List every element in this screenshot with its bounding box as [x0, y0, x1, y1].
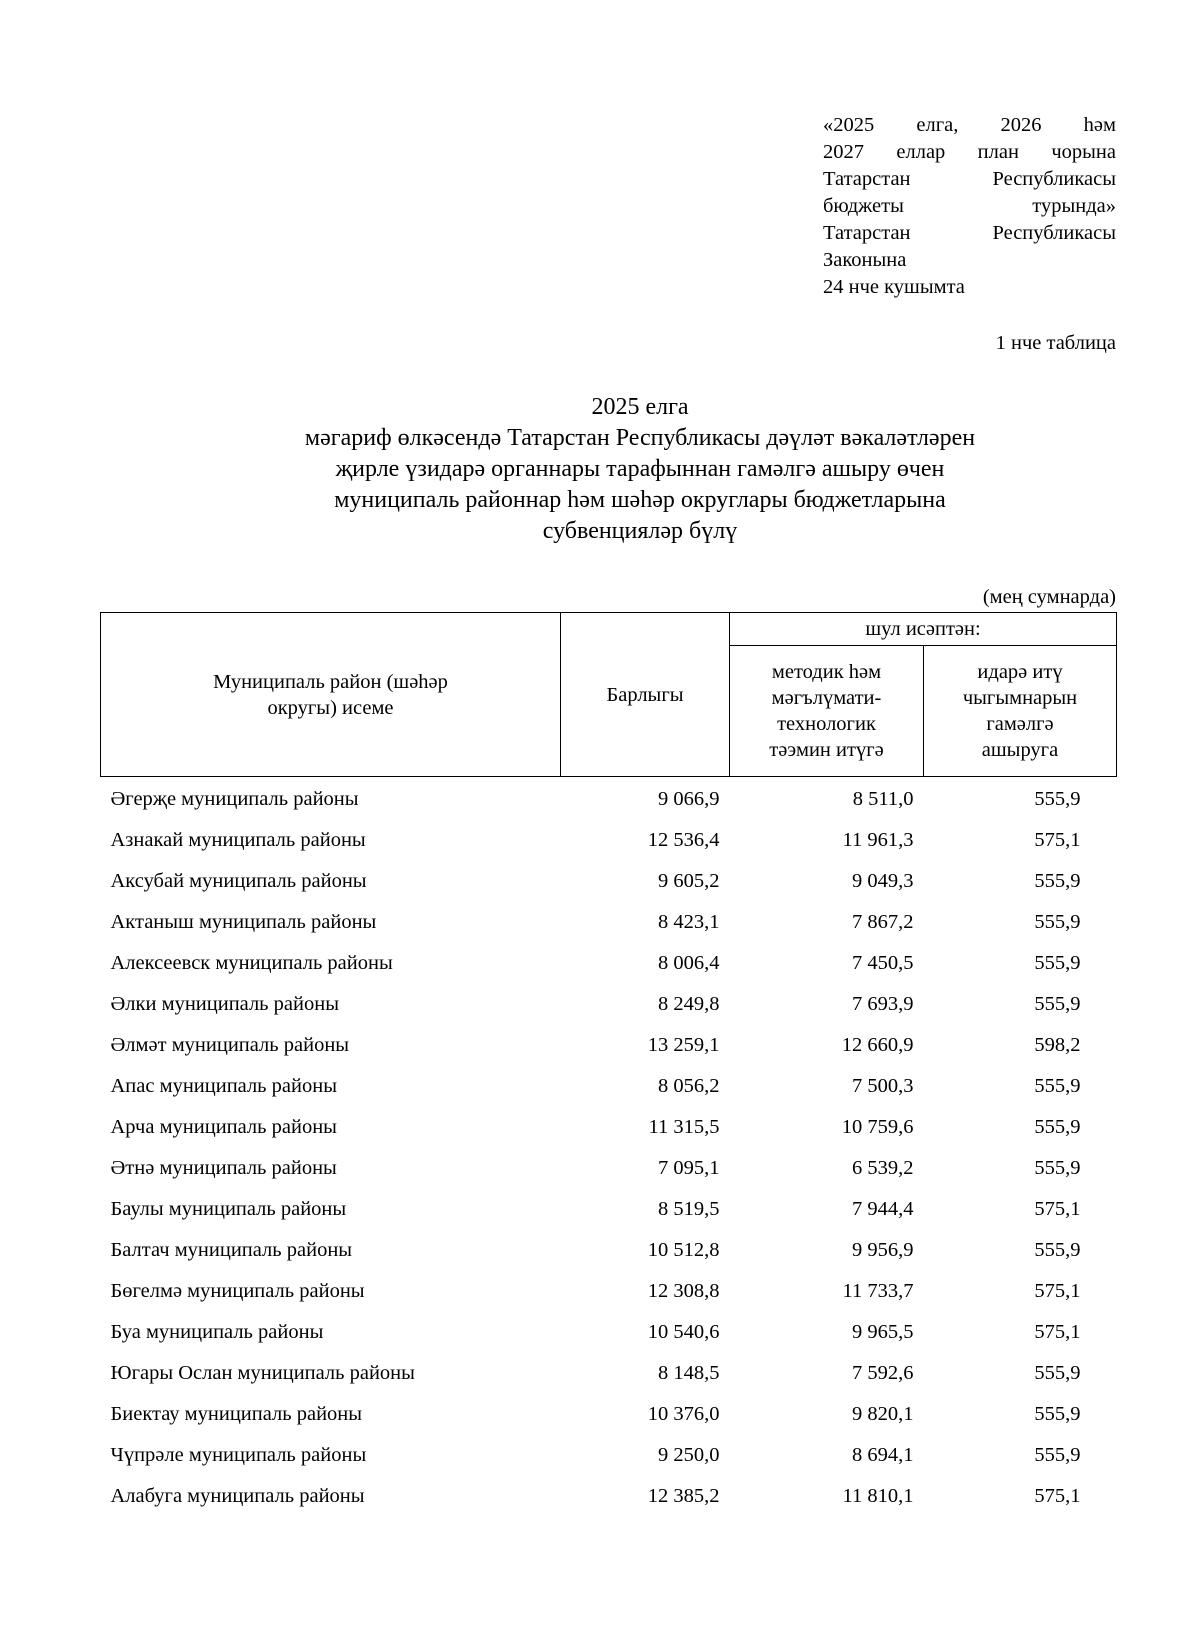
cell-name: Апас муниципаль районы	[110, 1075, 337, 1097]
cell-total: 9 250,0	[658, 1444, 720, 1466]
cell-total: 12 385,2	[647, 1485, 720, 1507]
table-row	[101, 1353, 1117, 1394]
cell-total: 7 095,1	[658, 1157, 720, 1179]
cell-methodic: 11 810,1	[842, 1485, 914, 1507]
table-row	[101, 1312, 1117, 1353]
cell-name: Арча муниципаль районы	[110, 1116, 337, 1138]
cell-name: Азнакай муниципаль районы	[110, 829, 366, 851]
table-row	[101, 902, 1117, 943]
title-line: муниципаль районнар һәм шәһәр округлары бюджетларына	[334, 487, 946, 513]
cell-methodic: 12 660,9	[841, 1034, 914, 1056]
cell-name: Алабуга муниципаль районы	[110, 1485, 365, 1507]
cell-admin: 555,9	[1034, 1075, 1081, 1097]
table-row	[101, 1435, 1117, 1476]
cell-total: 8 519,5	[658, 1198, 720, 1220]
cell-methodic: 9 965,5	[852, 1321, 914, 1343]
cell-admin: 575,1	[1034, 1198, 1081, 1220]
cell-total: 12 536,4	[647, 829, 720, 851]
appendix-line: Татарстан Республикасы	[823, 222, 1116, 244]
table-row	[101, 1148, 1117, 1189]
cell-total: 8 148,5	[658, 1362, 720, 1384]
cell-total: 9 605,2	[658, 870, 720, 892]
cell-methodic: 8 694,1	[852, 1444, 914, 1466]
header-methodic: методик һәм мәгълүмати-технологик тәэмин итүгә	[730, 646, 924, 777]
table-row	[101, 1394, 1117, 1435]
cell-admin: 555,9	[1034, 1403, 1081, 1425]
cell-methodic: 6 539,2	[852, 1157, 914, 1179]
cell-total: 9 066,9	[658, 788, 720, 810]
header-total: Барлыгы	[561, 613, 730, 777]
cell-methodic: 11 961,3	[842, 829, 914, 851]
cell-admin: 555,9	[1034, 1239, 1081, 1261]
cell-admin: 575,1	[1034, 829, 1081, 851]
table-row	[101, 943, 1117, 984]
cell-name: Бөгелмә муниципаль районы	[110, 1280, 365, 1302]
table-row	[101, 861, 1117, 902]
cell-total: 12 308,8	[647, 1280, 720, 1302]
title-line: мәгариф өлкәсендә Татарстан Республикасы дәүләт вәкаләтләрен	[304, 425, 976, 451]
cell-admin: 575,1	[1034, 1280, 1081, 1302]
cell-total: 13 259,1	[647, 1034, 720, 1056]
units-note: (мең сумнарда)	[982, 586, 1116, 608]
cell-admin: 555,9	[1034, 870, 1081, 892]
table-row	[101, 1230, 1117, 1271]
cell-methodic: 9 820,1	[852, 1403, 914, 1425]
cell-admin: 555,9	[1034, 1444, 1081, 1466]
table-row	[101, 984, 1117, 1025]
cell-methodic: 10 759,6	[841, 1116, 914, 1138]
cell-name: Чүпрәле муниципаль районы	[110, 1444, 367, 1466]
header-group: шул исәптән:	[730, 613, 1117, 646]
appendix-line: Законына	[823, 249, 907, 271]
cell-name: Биектау муниципаль районы	[110, 1403, 363, 1425]
cell-name: Югары Ослан муниципаль районы	[110, 1362, 415, 1384]
cell-admin: 598,2	[1034, 1034, 1081, 1056]
title-line: җирле үзидарә органнары тарафыннан гамәлгә ашыру өчен	[335, 456, 945, 482]
table-row	[101, 1107, 1117, 1148]
cell-total: 8 006,4	[658, 952, 720, 974]
cell-name: Әтнә муниципаль районы	[110, 1157, 337, 1179]
table-row	[101, 1476, 1117, 1517]
cell-name: Әлки муниципаль районы	[110, 993, 339, 1015]
table-row	[101, 820, 1117, 861]
cell-name: Әгерҗе муниципаль районы	[110, 788, 359, 810]
header-name: Муниципаль район (шәһәр округы) исеме	[101, 613, 561, 777]
cell-total: 10 376,0	[647, 1403, 720, 1425]
table-row	[101, 1066, 1117, 1107]
appendix-line: 2027 еллар план чорына	[823, 141, 1116, 163]
appendix-reference	[823, 112, 1116, 301]
cell-name: Балтач муниципаль районы	[110, 1239, 353, 1261]
cell-name: Алексеевск муниципаль районы	[110, 952, 393, 974]
document-title	[200, 392, 1080, 547]
table-row	[101, 777, 1117, 821]
cell-admin: 555,9	[1034, 1116, 1081, 1138]
title-line: 2025 елга	[591, 394, 689, 420]
subventions-table	[100, 612, 1117, 1517]
header-admin: идарә итү чыгымнарын гамәлгә ашыруга	[924, 646, 1117, 777]
cell-total: 10 512,8	[647, 1239, 720, 1261]
cell-methodic: 7 500,3	[852, 1075, 914, 1097]
appendix-line: 24 нче кушымта	[823, 276, 965, 298]
table-row	[101, 1189, 1117, 1230]
cell-methodic: 7 944,4	[852, 1198, 914, 1220]
cell-total: 10 540,6	[647, 1321, 720, 1343]
cell-total: 8 056,2	[658, 1075, 720, 1097]
cell-name: Актаныш муниципаль районы	[110, 911, 377, 933]
cell-methodic: 7 693,9	[852, 993, 914, 1015]
cell-name: Әлмәт муниципаль районы	[110, 1034, 350, 1056]
cell-methodic: 11 733,7	[842, 1280, 914, 1302]
cell-methodic: 7 450,5	[852, 952, 914, 974]
cell-admin: 555,9	[1034, 1362, 1081, 1384]
appendix-line: «2025 елга, 2026 һәм	[823, 114, 1116, 136]
table-number: 1 нче таблица	[995, 332, 1116, 354]
cell-admin: 555,9	[1034, 952, 1081, 974]
cell-methodic: 7 592,6	[852, 1362, 914, 1384]
cell-total: 8 249,8	[658, 993, 720, 1015]
cell-methodic: 8 511,0	[852, 788, 914, 810]
cell-name: Аксубай муниципаль районы	[110, 870, 367, 892]
appendix-line: Татарстан Республикасы	[823, 168, 1116, 190]
title-line: субвенцияләр бүлү	[542, 518, 738, 544]
cell-methodic: 9 049,3	[852, 870, 914, 892]
cell-total: 11 315,5	[648, 1116, 720, 1138]
cell-admin: 555,9	[1034, 911, 1081, 933]
cell-total: 8 423,1	[658, 911, 720, 933]
cell-name: Буа муниципаль районы	[110, 1321, 324, 1343]
cell-methodic: 7 867,2	[852, 911, 914, 933]
cell-methodic: 9 956,9	[852, 1239, 914, 1261]
appendix-line: бюджеты турында»	[823, 195, 1116, 217]
table-row	[101, 1271, 1117, 1312]
cell-admin: 575,1	[1034, 1485, 1081, 1507]
cell-name: Баулы муниципаль районы	[110, 1198, 347, 1220]
cell-admin: 555,9	[1034, 788, 1081, 810]
cell-admin: 555,9	[1034, 993, 1081, 1015]
cell-admin: 555,9	[1034, 1157, 1081, 1179]
cell-admin: 575,1	[1034, 1321, 1081, 1343]
table-row	[101, 1025, 1117, 1066]
